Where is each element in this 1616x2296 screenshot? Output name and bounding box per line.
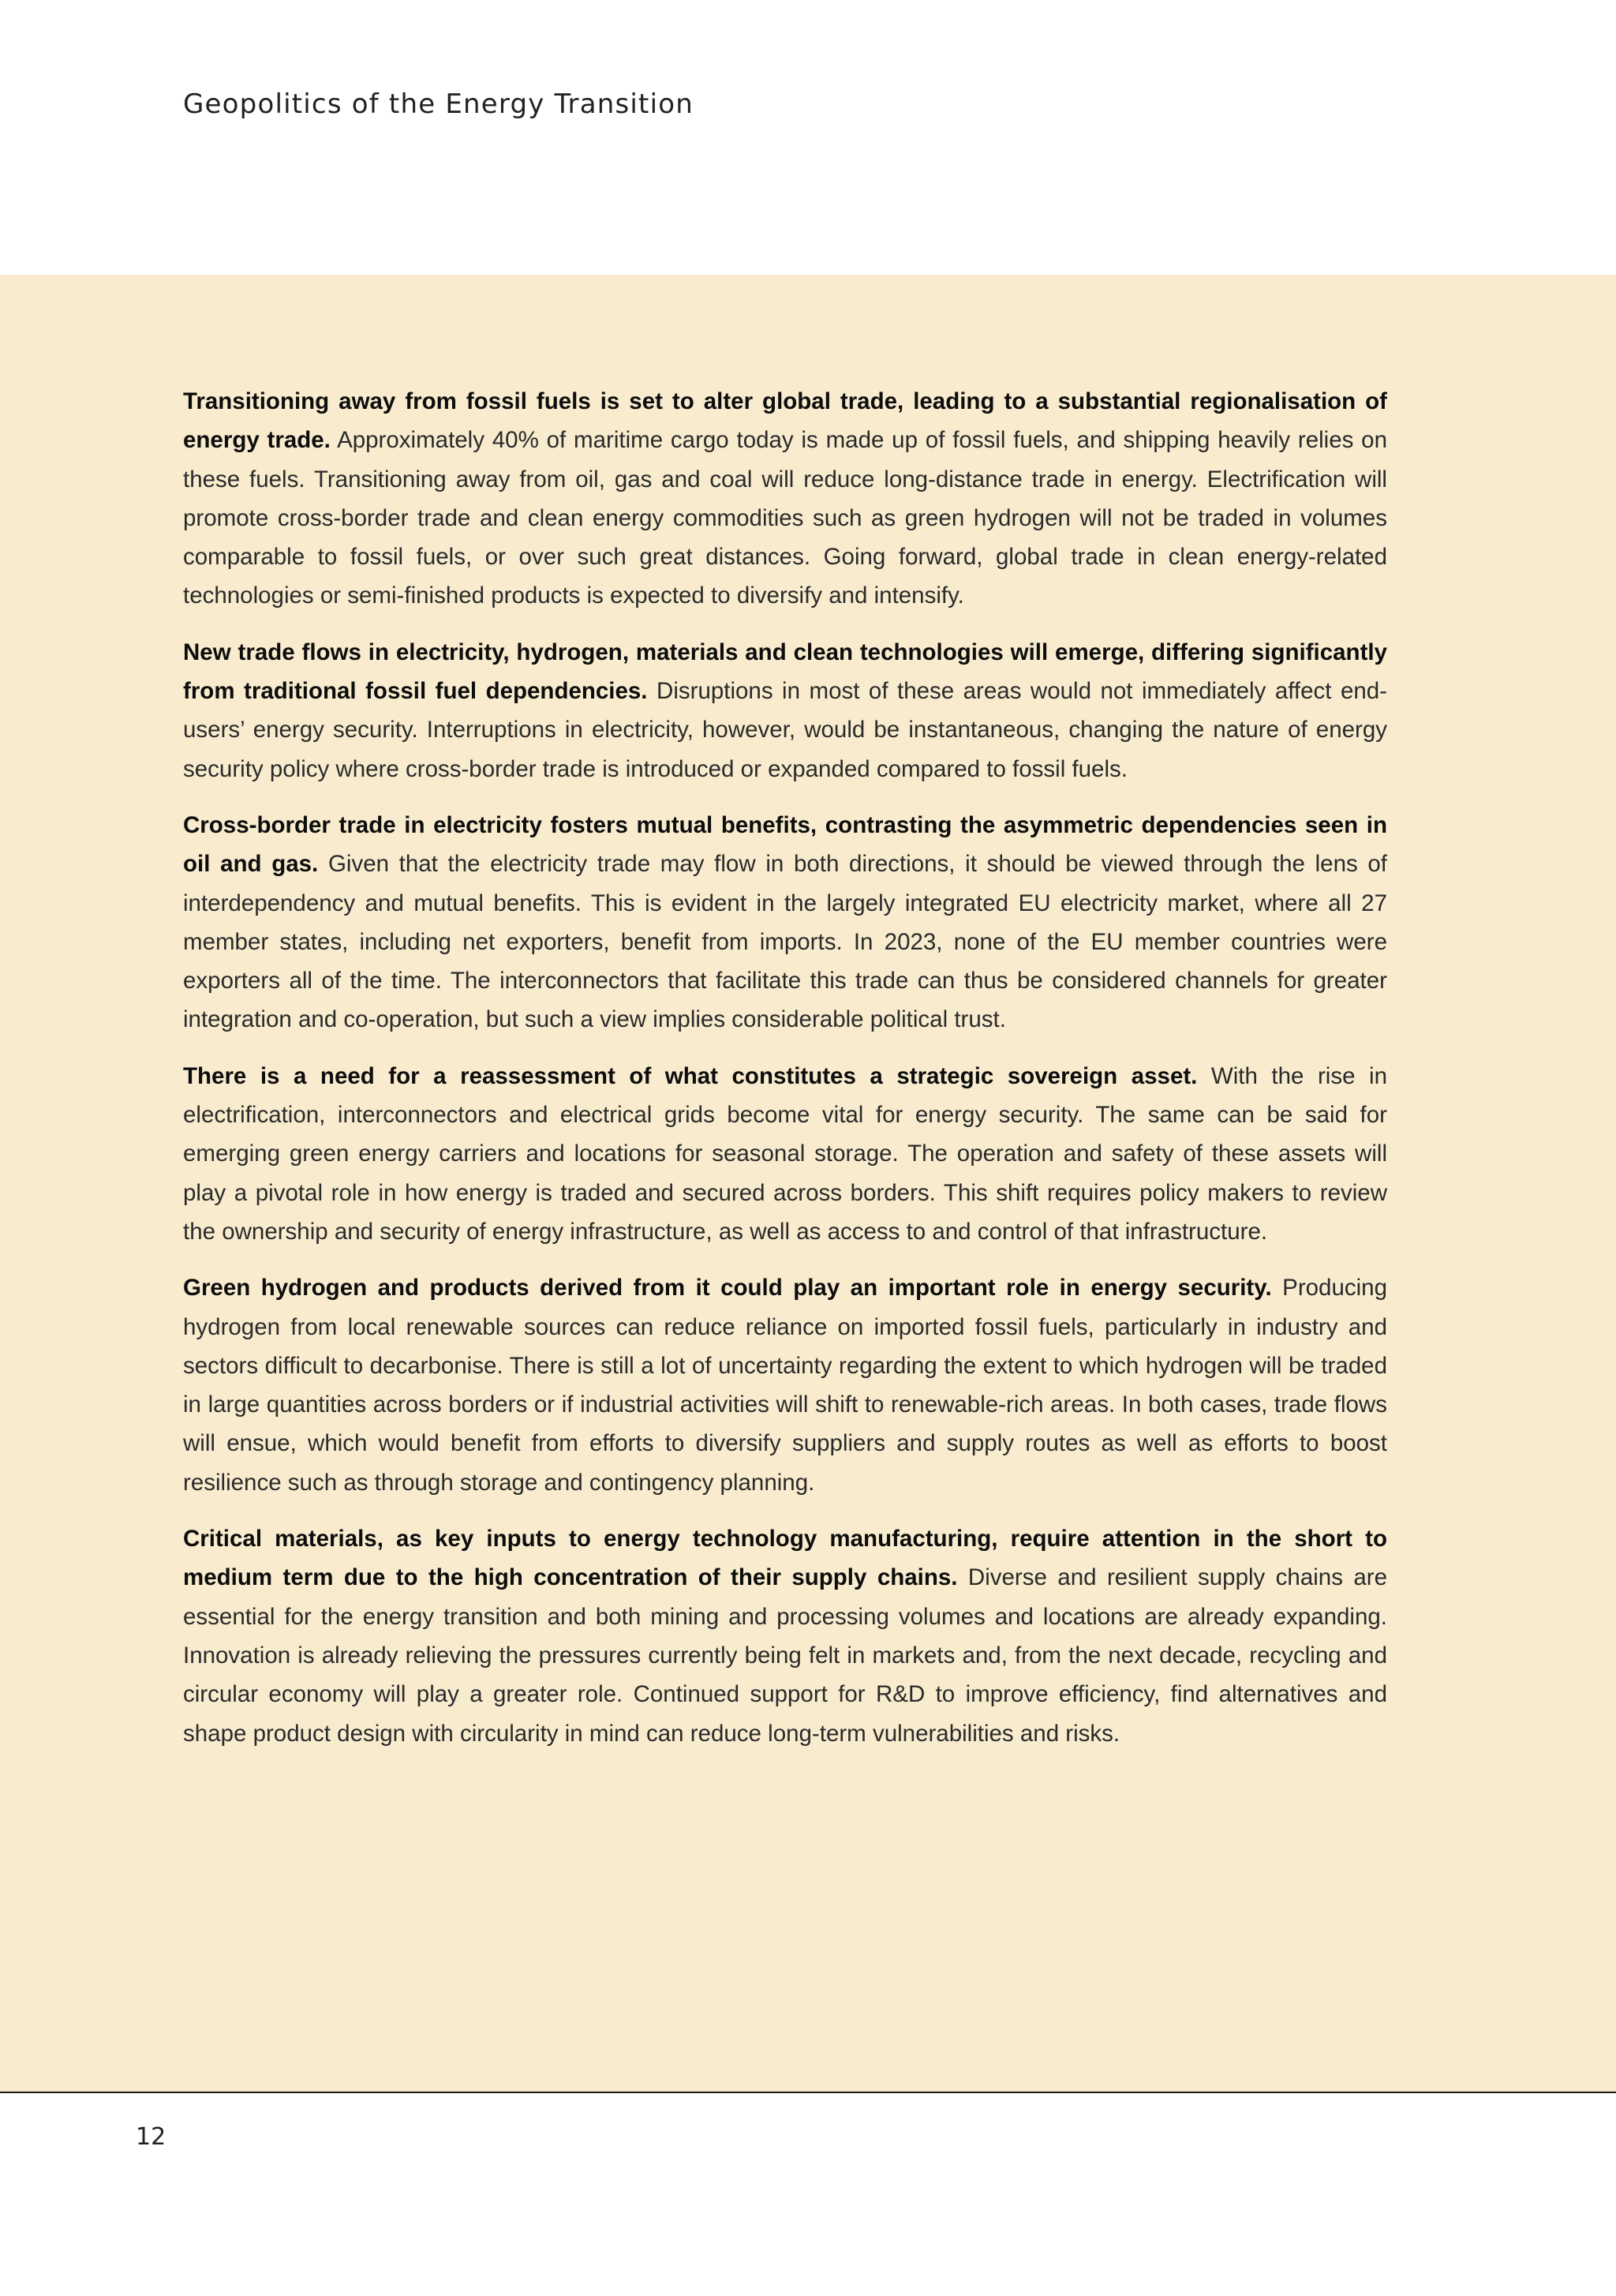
paragraph-body: Producing hydrogen from local renewable sources can reduce reliance on imported fossil fuels, particularly in industry and sectors difficult to decarbonise. There is still a lot of uncertainty regarding the extent to which hydrogen will be traded in large quantities across borders or if industrial activities will shift to renewable-rich areas. In both cases, trade flows will ensue, which would benefit from efforts to diversify suppliers and supply routes as well as efforts to boost resilience such as through storage and contingency planning. [183,1275,1387,1496]
paragraph-lead: Green hydrogen and products derived from it could play an important role in energy security. [183,1275,1272,1302]
paragraph-lead: Critical materials, as key inputs to energy technology manufacturing, require attention in the short to medium term due to the high concentration of their supply chains. [183,1526,1387,1591]
running-header-title: Geopolitics of the Energy Transition [183,88,694,120]
paragraph-lead: Cross-border trade in electricity fosters mutual benefits, contrasting the asymmetric dependencies seen in oil and gas. [183,811,1387,878]
paragraph-lead: Transitioning away from fossil fuels is set to alter global trade, leading to a substantial regionalisation of energy trade. [183,388,1387,454]
paragraph-lead: New trade flows in electricity, hydrogen, materials and clean technologies will emerge, differing significantly from traditional fossil fuel dependencies. [183,639,1387,705]
paragraph-lead: There is a need for a reassessment of what constitutes a strategic sovereign asset. [183,1062,1198,1089]
paragraph-critical-materials [183,1519,1387,1753]
paragraph-electricity-trade [183,806,1387,1039]
key-findings-content [183,382,1387,1770]
page-number: 12 [136,2123,166,2151]
paragraph-body: Diverse and resilient supply chains are essential for the energy transition and both mining and processing volumes and locations are already expanding. Innovation is already relieving the pressures currently being felt in markets and, from the next decade, recycling and circular economy will play a greater role. Continued support for R&D to improve efficiency, find alternatives and shape product design with circularity in mind can reduce long-term vulnerabilities and risks. [183,1564,1388,1747]
paragraph-body: With the rise in electrification, interconnectors and electrical grids become vital for energy security. The same can be said for emerging green energy carriers and locations for seasonal storage. The operation and safety of these assets will play a pivotal role in how energy is traded and secured across borders. This shift requires policy makers to review the ownership and security of energy infrastructure, as well as access to and control of that infrastructure. [183,1062,1387,1245]
paragraph-strategic-asset [183,1057,1387,1251]
footer-divider [0,2092,1616,2093]
paragraph-body: Approximately 40% of maritime cargo today is made up of fossil fuels, and shipping heavily relies on these fuels. Transitioning away from oil, gas and coal will reduce long-distance trade in energy. Electrification will promote cross-border trade and clean energy commodities such as green hydrogen will not be traded in volumes comparable to fossil fuels, or over such great distances. Going forward, global trade in clean energy-related technologies or semi-finished products is expected to diversify and intensify. [183,427,1387,609]
paragraph-green-hydrogen [183,1268,1387,1502]
paragraph-body: Given that the electricity trade may flow in both directions, it should be viewed through the lens of interdependency and mutual benefits. This is evident in the largely integrated EU electricity market, where all 27 member states, including net exporters, benefit from imports. In 2023, none of the EU member countries were exporters all of the time. The interconnectors that facilitate this trade can thus be considered channels for greater integration and co-operation, but such a view implies considerable political trust. [183,851,1387,1033]
paragraph-new-trade-flows [183,633,1387,788]
paragraph-body: Disruptions in most of these areas would not immediately affect end-users’ energy security. Interruptions in electricity, however, would be instantaneous, changing the nature of energy security policy where cross-border trade is introduced or expanded compared to fossil fuels. [183,678,1387,782]
paragraph-trade-regionalisation [183,382,1387,616]
